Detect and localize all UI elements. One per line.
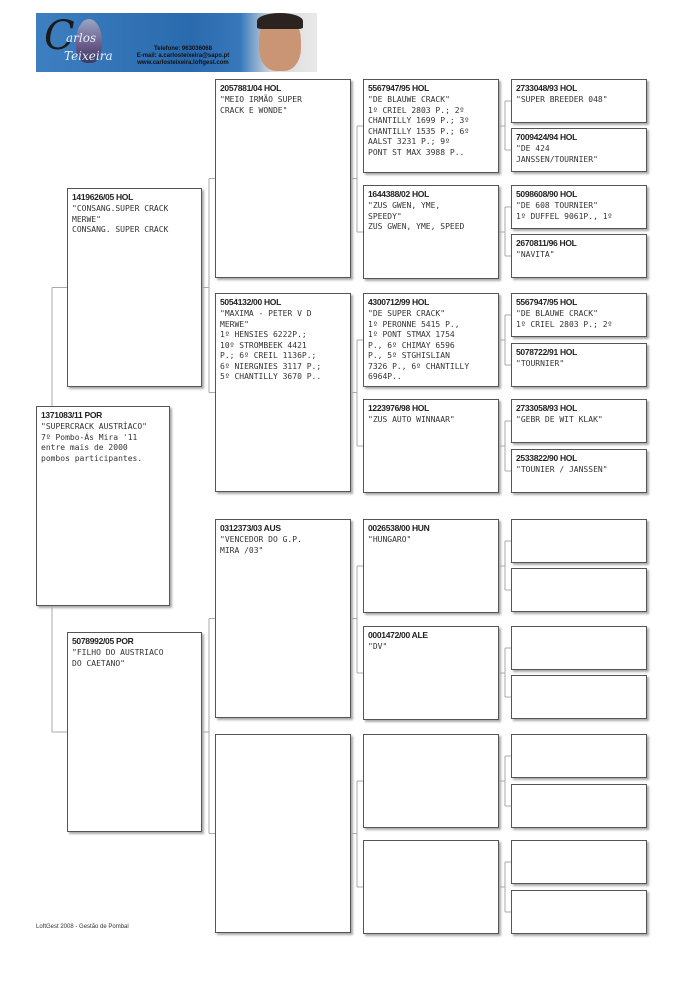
ring-number: 1419626/05 HOL: [72, 192, 134, 202]
ring-number: 5078722/91 HOL: [516, 347, 578, 357]
pigeon-description: "ZUS AUTO WINNAAR": [368, 415, 455, 424]
pigeon-description: "DE BLAUWE CRACK" 1º CRIEL 2803 P.; 2º: [516, 309, 613, 329]
email: E-mail: a.carlosteixeira@sapo.pt: [136, 53, 230, 59]
ring-number: 4300712/99 HOL: [368, 297, 430, 307]
pedigree-box: [215, 293, 351, 492]
pedigree-box: [363, 185, 499, 279]
pigeon-description: "NAVITA": [516, 250, 555, 259]
pigeon-description: "SUPERCRACK AUSTRÍACO" 7º Pombo-Ás Mira '11 entre mais de 2000 pombos participantes.: [41, 422, 147, 463]
ring-number: 0026538/00 HUN: [368, 523, 430, 533]
pedigree-box: [511, 675, 647, 719]
pedigree-box: [511, 784, 647, 828]
pedigree-box: [67, 632, 202, 832]
pigeon-description: "SUPER BREEDER 048": [516, 95, 608, 104]
ring-number: 2057881/04 HOL: [220, 83, 282, 93]
pigeon-description: "HUNGARO": [368, 535, 412, 544]
pigeon-description: "DE SUPER CRACK" 1º PERONNE 5415 P., 1º PONT STMAX 1754 P., 6º CHIMAY 6596 P., 5º STGHISLIAN 7326 P., 6º CHANTILLY 6964P..: [368, 309, 470, 381]
pedigree-box: [215, 734, 351, 933]
pigeon-description: "GEBR DE WIT KLAK": [516, 415, 603, 424]
pedigree-box: [36, 406, 170, 606]
pedigree-box: [215, 79, 351, 278]
pedigree-box: [511, 626, 647, 670]
pedigree-box: [363, 293, 499, 387]
pedigree-box: [363, 734, 499, 828]
pedigree-box: [511, 568, 647, 612]
ring-number: 0312373/03 AUS: [220, 523, 281, 533]
ring-number: 1371083/11 POR: [41, 410, 103, 420]
pigeon-description: "TOURNIER": [516, 359, 565, 368]
pigeon-description: "DE BLAUWE CRACK" 1º CRIEL 2803 P.; 2º CHANTILLY 1699 P.; 3º CHANTILLY 1535 P.; 6º AALST 3231 P.; 9º PONT ST MAX 3988 P..: [368, 95, 470, 157]
pedigree-box: [511, 399, 647, 443]
ring-number: 2670811/96 HOL: [516, 238, 577, 248]
pigeon-description: "VENCEDOR DO G.P. MIRA /03": [220, 535, 302, 555]
pigeon-description: "DE 424 JANSSEN/TOURNIER": [516, 144, 598, 164]
ring-number: 1223976/98 HOL: [368, 403, 430, 413]
pedigree-box: [511, 449, 647, 493]
pedigree-box: [363, 519, 499, 613]
pigeon-description: "DE 608 TOURNIER" 1º DUFFEL 9061P., 1º: [516, 201, 613, 221]
pedigree-box: [363, 626, 499, 720]
ring-number: 5098608/90 HOL: [516, 189, 578, 199]
ring-number: 2533822/90 HOL: [516, 453, 578, 463]
logo: C arlos Teixeira: [44, 13, 113, 63]
ring-number: 5078992/05 POR: [72, 636, 134, 646]
ring-number: 2733058/93 HOL: [516, 403, 578, 413]
pedigree-box: [511, 840, 647, 884]
ring-number: 2733048/93 HOL: [516, 83, 578, 93]
pigeon-description: "TOUNIER / JANSSEN": [516, 465, 608, 474]
pedigree-box: [511, 890, 647, 934]
pigeon-description: "DV": [368, 642, 388, 651]
pedigree-box: [363, 79, 499, 173]
pigeon-description: "ZUS GWEN, YME, SPEEDY" ZUS GWEN, YME, SPEED: [368, 201, 465, 231]
pedigree-box: [215, 519, 351, 718]
ring-number: 1644388/02 HOL: [368, 189, 430, 199]
pedigree-box: [511, 234, 647, 278]
pedigree-box: [511, 293, 647, 337]
pedigree-box: [511, 185, 647, 229]
ring-number: 7009424/94 HOL: [516, 132, 578, 142]
footer-text: LoftGest 2008 - Gestão de Pombal: [36, 924, 129, 930]
ring-number: 0001472/00 ALE: [368, 630, 428, 640]
website: www.carlosteixeira.loftgest.com: [137, 60, 229, 66]
pedigree-box: [511, 734, 647, 778]
ring-number: 5054132/00 HOL: [220, 297, 282, 307]
ring-number: 5567947/95 HOL: [368, 83, 430, 93]
phone: Telefone: 963036068: [154, 46, 212, 52]
pigeon-description: "CONSANG.SUPER CRACK MERWE" CONSANG. SUPER CRACK: [72, 204, 169, 234]
pedigree-box: [511, 128, 647, 172]
pedigree-box: [363, 840, 499, 934]
pigeon-description: "MEIO IRMÃO SUPER CRACK E WONDE": [220, 95, 302, 115]
pigeon-description: "FILHO DO AUSTRIACO DO CAETANO": [72, 648, 164, 668]
pedigree-box: [511, 79, 647, 123]
pedigree-box: [511, 343, 647, 387]
pedigree-box: [67, 188, 202, 387]
pigeon-description: "MAXIMA - PETER V D MERWE" 1º HENSIES 6222P.; 10º STROMBEEK 4421 P.; 6º CREIL 1136P.; 6º NIERGNIES 3117 P.; 5º CHANTILLY 3670 P..: [220, 309, 322, 381]
pedigree-box: [363, 399, 499, 493]
pedigree-box: [511, 519, 647, 563]
ring-number: 5567947/95 HOL: [516, 297, 578, 307]
